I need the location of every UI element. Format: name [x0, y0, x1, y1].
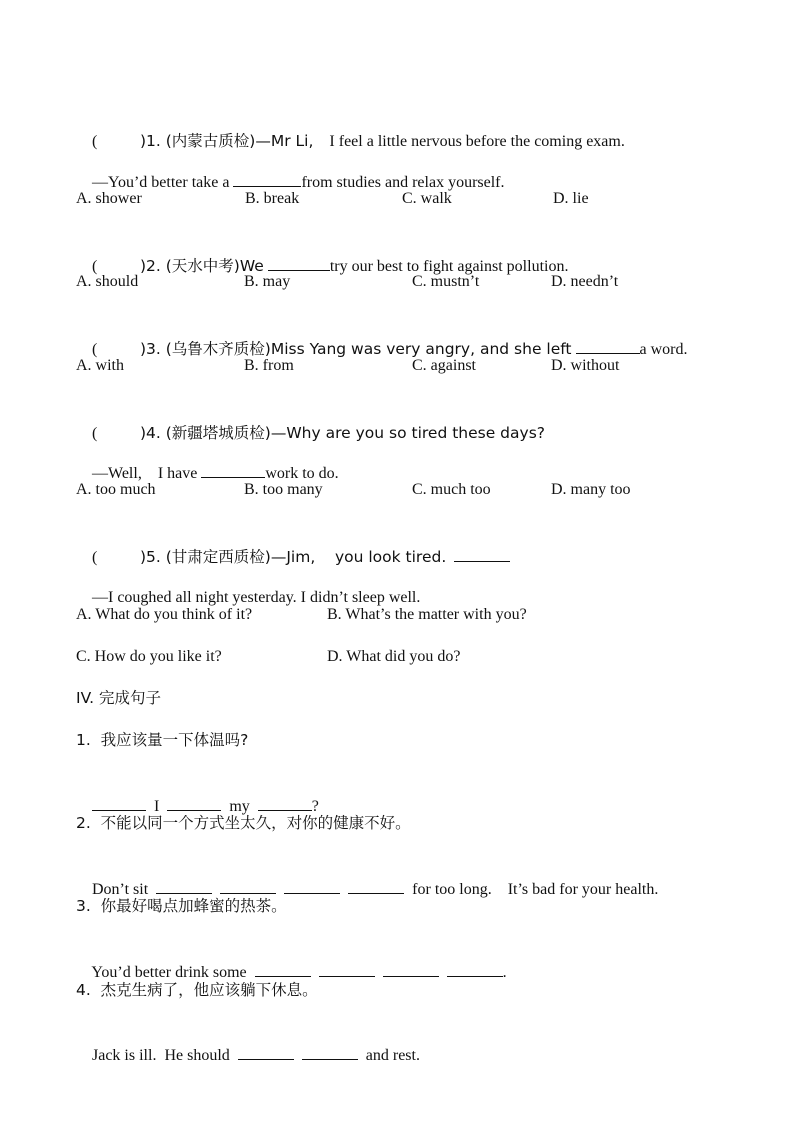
sentence-text: You’d better drink some [91, 964, 247, 981]
option-d[interactable]: D. without [551, 357, 620, 374]
section-title: IV. 完成句子 [76, 689, 162, 707]
option-d[interactable]: D. many too [551, 481, 631, 498]
option-c[interactable]: C. walk [402, 190, 452, 207]
question-text: —Well, I have [92, 465, 198, 482]
sentence-4-chinese: 4. 杰克生病了，他应该躺下休息。 [76, 981, 318, 999]
sentence-text: Jack is ill. He should [92, 1047, 230, 1064]
question-4-stem [76, 397, 754, 442]
question-text: —I coughed all night yesterday. I didn’t sleep well. [92, 589, 421, 606]
question-5-stem [76, 521, 754, 566]
answer-paren: ( [92, 341, 98, 358]
option-b[interactable]: B. What’s the matter with you? [327, 606, 527, 623]
answer-paren: ( [92, 133, 98, 150]
question-5-line2 [76, 562, 754, 606]
question-text: work to do. [265, 465, 339, 482]
answer-blank[interactable] [447, 960, 503, 977]
sentence-3-english [76, 936, 754, 981]
sentence-text: . [502, 964, 507, 981]
sentence-text: I [154, 798, 160, 815]
question-number: )3. (乌鲁木齐质检)Miss Yang was very angry, and she left [140, 340, 572, 358]
question-number: )4. (新疆塔城质检)—Why are you so tired these days? [140, 424, 545, 442]
option-d[interactable]: D. lie [553, 190, 589, 207]
sentence-text: ? [311, 798, 319, 815]
answer-blank[interactable] [156, 877, 212, 894]
question-4-line2 [76, 437, 754, 482]
sentence-2-english [76, 853, 754, 898]
option-a[interactable]: A. should [76, 273, 139, 290]
question-3-options [76, 354, 754, 378]
answer-blank[interactable] [454, 545, 510, 562]
answer-blank[interactable] [255, 960, 311, 977]
question-1-options [76, 187, 754, 211]
option-c[interactable]: C. against [412, 357, 476, 374]
sentence-text: for too long. It’s bad for your health. [412, 881, 659, 898]
sentence-text: and rest. [365, 1047, 420, 1064]
answer-blank[interactable] [238, 1043, 294, 1060]
answer-blank[interactable] [348, 877, 404, 894]
option-c[interactable]: C. How do you like it? [76, 648, 222, 665]
answer-blank[interactable] [268, 254, 330, 271]
question-text: —You’d better take a [92, 174, 230, 191]
question-text: from studies and relax yourself. [301, 174, 505, 191]
sentence-1-chinese: 1. 我应该量一下体温吗? [76, 731, 249, 749]
answer-blank[interactable] [302, 1043, 358, 1060]
question-1-stem [76, 105, 754, 150]
option-b[interactable]: B. break [245, 190, 300, 207]
answer-paren: ( [92, 425, 98, 442]
answer-blank[interactable] [319, 960, 375, 977]
question-number: )1. (内蒙古质检)—Mr Li, [140, 132, 314, 150]
sentence-2-chinese: 2. 不能以同一个方式坐太久，对你的健康不好。 [76, 814, 411, 832]
question-1-line2 [76, 146, 754, 191]
answer-blank[interactable] [258, 794, 312, 811]
question-5-options-ab [76, 603, 754, 627]
answer-blank[interactable] [92, 794, 146, 811]
option-b[interactable]: B. may [244, 273, 291, 290]
question-2-options [76, 270, 754, 294]
question-text: a word. [639, 341, 688, 358]
question-5-options-cd [76, 645, 754, 669]
question-text: I feel a little nervous before the coming exam. [329, 133, 625, 150]
answer-blank[interactable] [201, 461, 265, 478]
question-3-stem [76, 313, 754, 358]
question-number: )2. (天水中考)We [140, 257, 264, 275]
option-c[interactable]: C. mustn’t [412, 273, 480, 290]
answer-blank[interactable] [167, 794, 221, 811]
option-c[interactable]: C. much too [412, 481, 491, 498]
answer-blank[interactable] [383, 960, 439, 977]
option-b[interactable]: B. too many [244, 481, 323, 498]
question-4-options [76, 478, 754, 502]
sentence-4-english [76, 1019, 754, 1064]
sentence-3-chinese: 3. 你最好喝点加蜂蜜的热茶。 [76, 897, 287, 915]
sentence-text: my [229, 798, 250, 815]
question-number: )5. (甘肃定西质检)—Jim, you look tired. [140, 548, 447, 566]
question-2-stem [76, 230, 754, 275]
option-b[interactable]: B. from [244, 357, 294, 374]
question-text: try our best to fight against pollution. [329, 258, 569, 275]
answer-paren: ( [92, 549, 98, 566]
answer-paren: ( [92, 258, 98, 275]
option-d[interactable]: D. What did you do? [327, 648, 461, 665]
option-a[interactable]: A. What do you think of it? [76, 606, 253, 623]
option-d[interactable]: D. needn’t [551, 273, 619, 290]
sentence-text: Don’t sit [92, 881, 149, 898]
answer-blank[interactable] [576, 337, 640, 354]
option-a[interactable]: A. shower [76, 190, 142, 207]
answer-blank[interactable] [233, 170, 301, 187]
answer-blank[interactable] [220, 877, 276, 894]
option-a[interactable]: A. with [76, 357, 124, 374]
answer-blank[interactable] [284, 877, 340, 894]
option-a[interactable]: A. too much [76, 481, 156, 498]
sentence-1-english [76, 770, 754, 815]
